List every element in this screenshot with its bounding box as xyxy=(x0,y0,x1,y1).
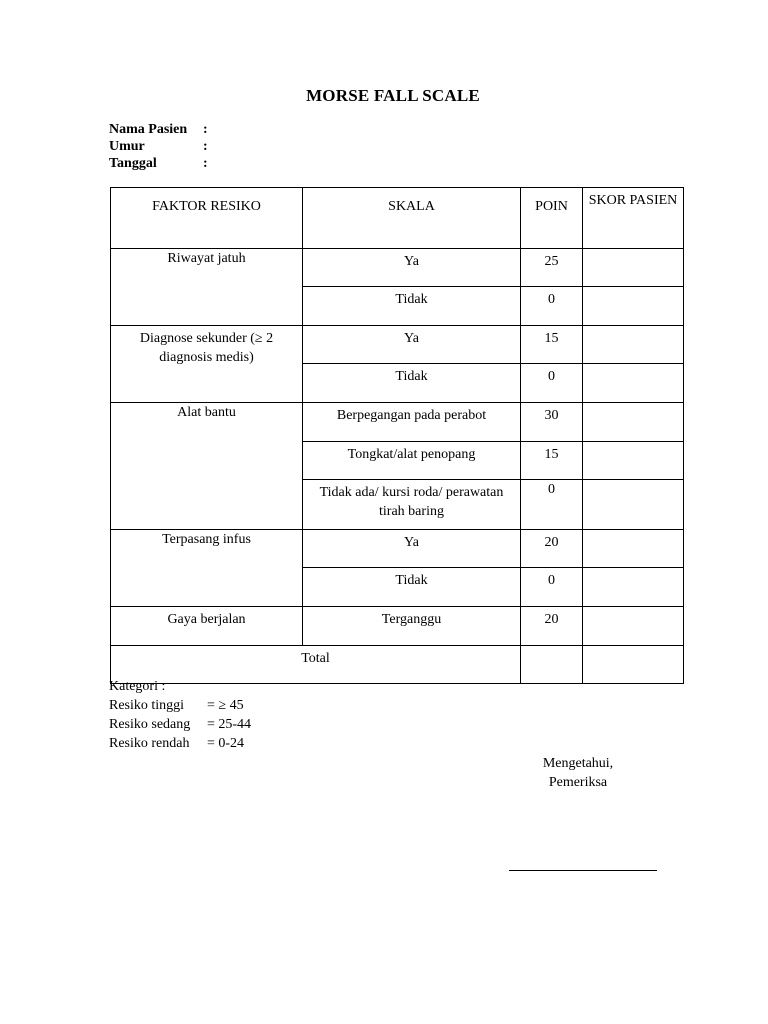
table-header-row xyxy=(111,188,684,249)
poin-cell: 15 xyxy=(521,442,583,480)
skor-input-cell[interactable] xyxy=(583,326,684,364)
total-poin-cell[interactable] xyxy=(521,646,583,684)
skor-input-cell[interactable] xyxy=(583,287,684,326)
table-row xyxy=(111,530,684,568)
umur-row xyxy=(109,138,213,155)
skala-cell: Ya xyxy=(303,326,521,364)
faktor-alat-bantu: Alat bantu xyxy=(111,403,303,530)
table-row xyxy=(111,607,684,646)
poin-cell: 15 xyxy=(521,326,583,364)
nama-pasien-row xyxy=(109,121,213,138)
header-faktor-resiko: FAKTOR RESIKO xyxy=(111,188,303,249)
header-skor-pasien: SKOR PASIEN xyxy=(583,188,684,249)
resiko-tinggi-label: Resiko tinggi xyxy=(109,698,185,713)
skala-cell: Tongkat/alat penopang xyxy=(303,442,521,480)
total-label: Total xyxy=(111,646,521,684)
poin-cell: 0 xyxy=(521,568,583,607)
poin-cell: 0 xyxy=(521,364,583,403)
faktor-diagnose-sekunder: Diagnose sekunder (≥ 2 diagnosis medis) xyxy=(111,326,303,403)
pemeriksa-text: Pemeriksa xyxy=(548,775,608,790)
skala-cell: Ya xyxy=(303,249,521,287)
faktor-riwayat-jatuh: Riwayat jatuh xyxy=(111,249,303,326)
skala-cell: Ya xyxy=(303,530,521,568)
header-skala: SKALA xyxy=(303,188,521,249)
tanggal-colon: : xyxy=(203,156,208,171)
header-poin: POIN xyxy=(521,188,583,249)
kategori-section xyxy=(109,677,251,753)
skala-cell: Berpegangan pada perabot xyxy=(303,403,521,442)
skala-cell: Tidak xyxy=(303,568,521,607)
poin-cell: 20 xyxy=(521,607,583,646)
table-row xyxy=(111,249,684,287)
resiko-rendah-label: Resiko rendah xyxy=(109,736,190,751)
patient-info xyxy=(109,121,213,172)
skor-input-cell[interactable] xyxy=(583,364,684,403)
resiko-sedang-label: Resiko sedang xyxy=(109,717,191,732)
kategori-row xyxy=(109,734,251,753)
skor-input-cell[interactable] xyxy=(583,442,684,480)
resiko-sedang-value: = 25-44 xyxy=(207,717,252,732)
kategori-row xyxy=(109,696,251,715)
tanggal-row xyxy=(109,155,213,172)
signature-block xyxy=(520,754,636,792)
tanggal-label: Tanggal xyxy=(109,156,157,171)
poin-cell: 30 xyxy=(521,403,583,442)
faktor-terpasang-infus: Terpasang infus xyxy=(111,530,303,607)
poin-cell: 25 xyxy=(521,249,583,287)
umur-label: Umur xyxy=(109,139,145,154)
resiko-rendah-value: = 0-24 xyxy=(207,736,245,751)
skor-input-cell[interactable] xyxy=(583,403,684,442)
skor-input-cell[interactable] xyxy=(583,607,684,646)
morse-fall-table xyxy=(110,187,684,684)
skor-input-cell[interactable] xyxy=(583,530,684,568)
skala-cell: Terganggu xyxy=(303,607,521,646)
mengetahui-text: Mengetahui, xyxy=(542,756,614,771)
kategori-row xyxy=(109,715,251,734)
poin-cell: 0 xyxy=(521,480,583,530)
document-title: MORSE FALL SCALE xyxy=(306,86,480,105)
resiko-tinggi-value: = ≥ 45 xyxy=(207,698,244,713)
kategori-heading: Kategori : xyxy=(109,679,166,694)
signature-line[interactable] xyxy=(509,870,657,871)
skala-cell: Tidak xyxy=(303,287,521,326)
skala-cell: Tidak ada/ kursi roda/ perawatan tirah baring xyxy=(303,480,521,530)
poin-cell: 20 xyxy=(521,530,583,568)
umur-colon: : xyxy=(203,139,208,154)
table-row xyxy=(111,403,684,442)
skala-cell: Tidak xyxy=(303,364,521,403)
faktor-gaya-berjalan: Gaya berjalan xyxy=(111,607,303,646)
skor-input-cell[interactable] xyxy=(583,480,684,530)
nama-pasien-label: Nama Pasien xyxy=(109,122,188,137)
total-skor-cell[interactable] xyxy=(583,646,684,684)
skor-input-cell[interactable] xyxy=(583,568,684,607)
table-row xyxy=(111,326,684,364)
poin-cell: 0 xyxy=(521,287,583,326)
skor-input-cell[interactable] xyxy=(583,249,684,287)
nama-pasien-colon: : xyxy=(203,122,208,137)
